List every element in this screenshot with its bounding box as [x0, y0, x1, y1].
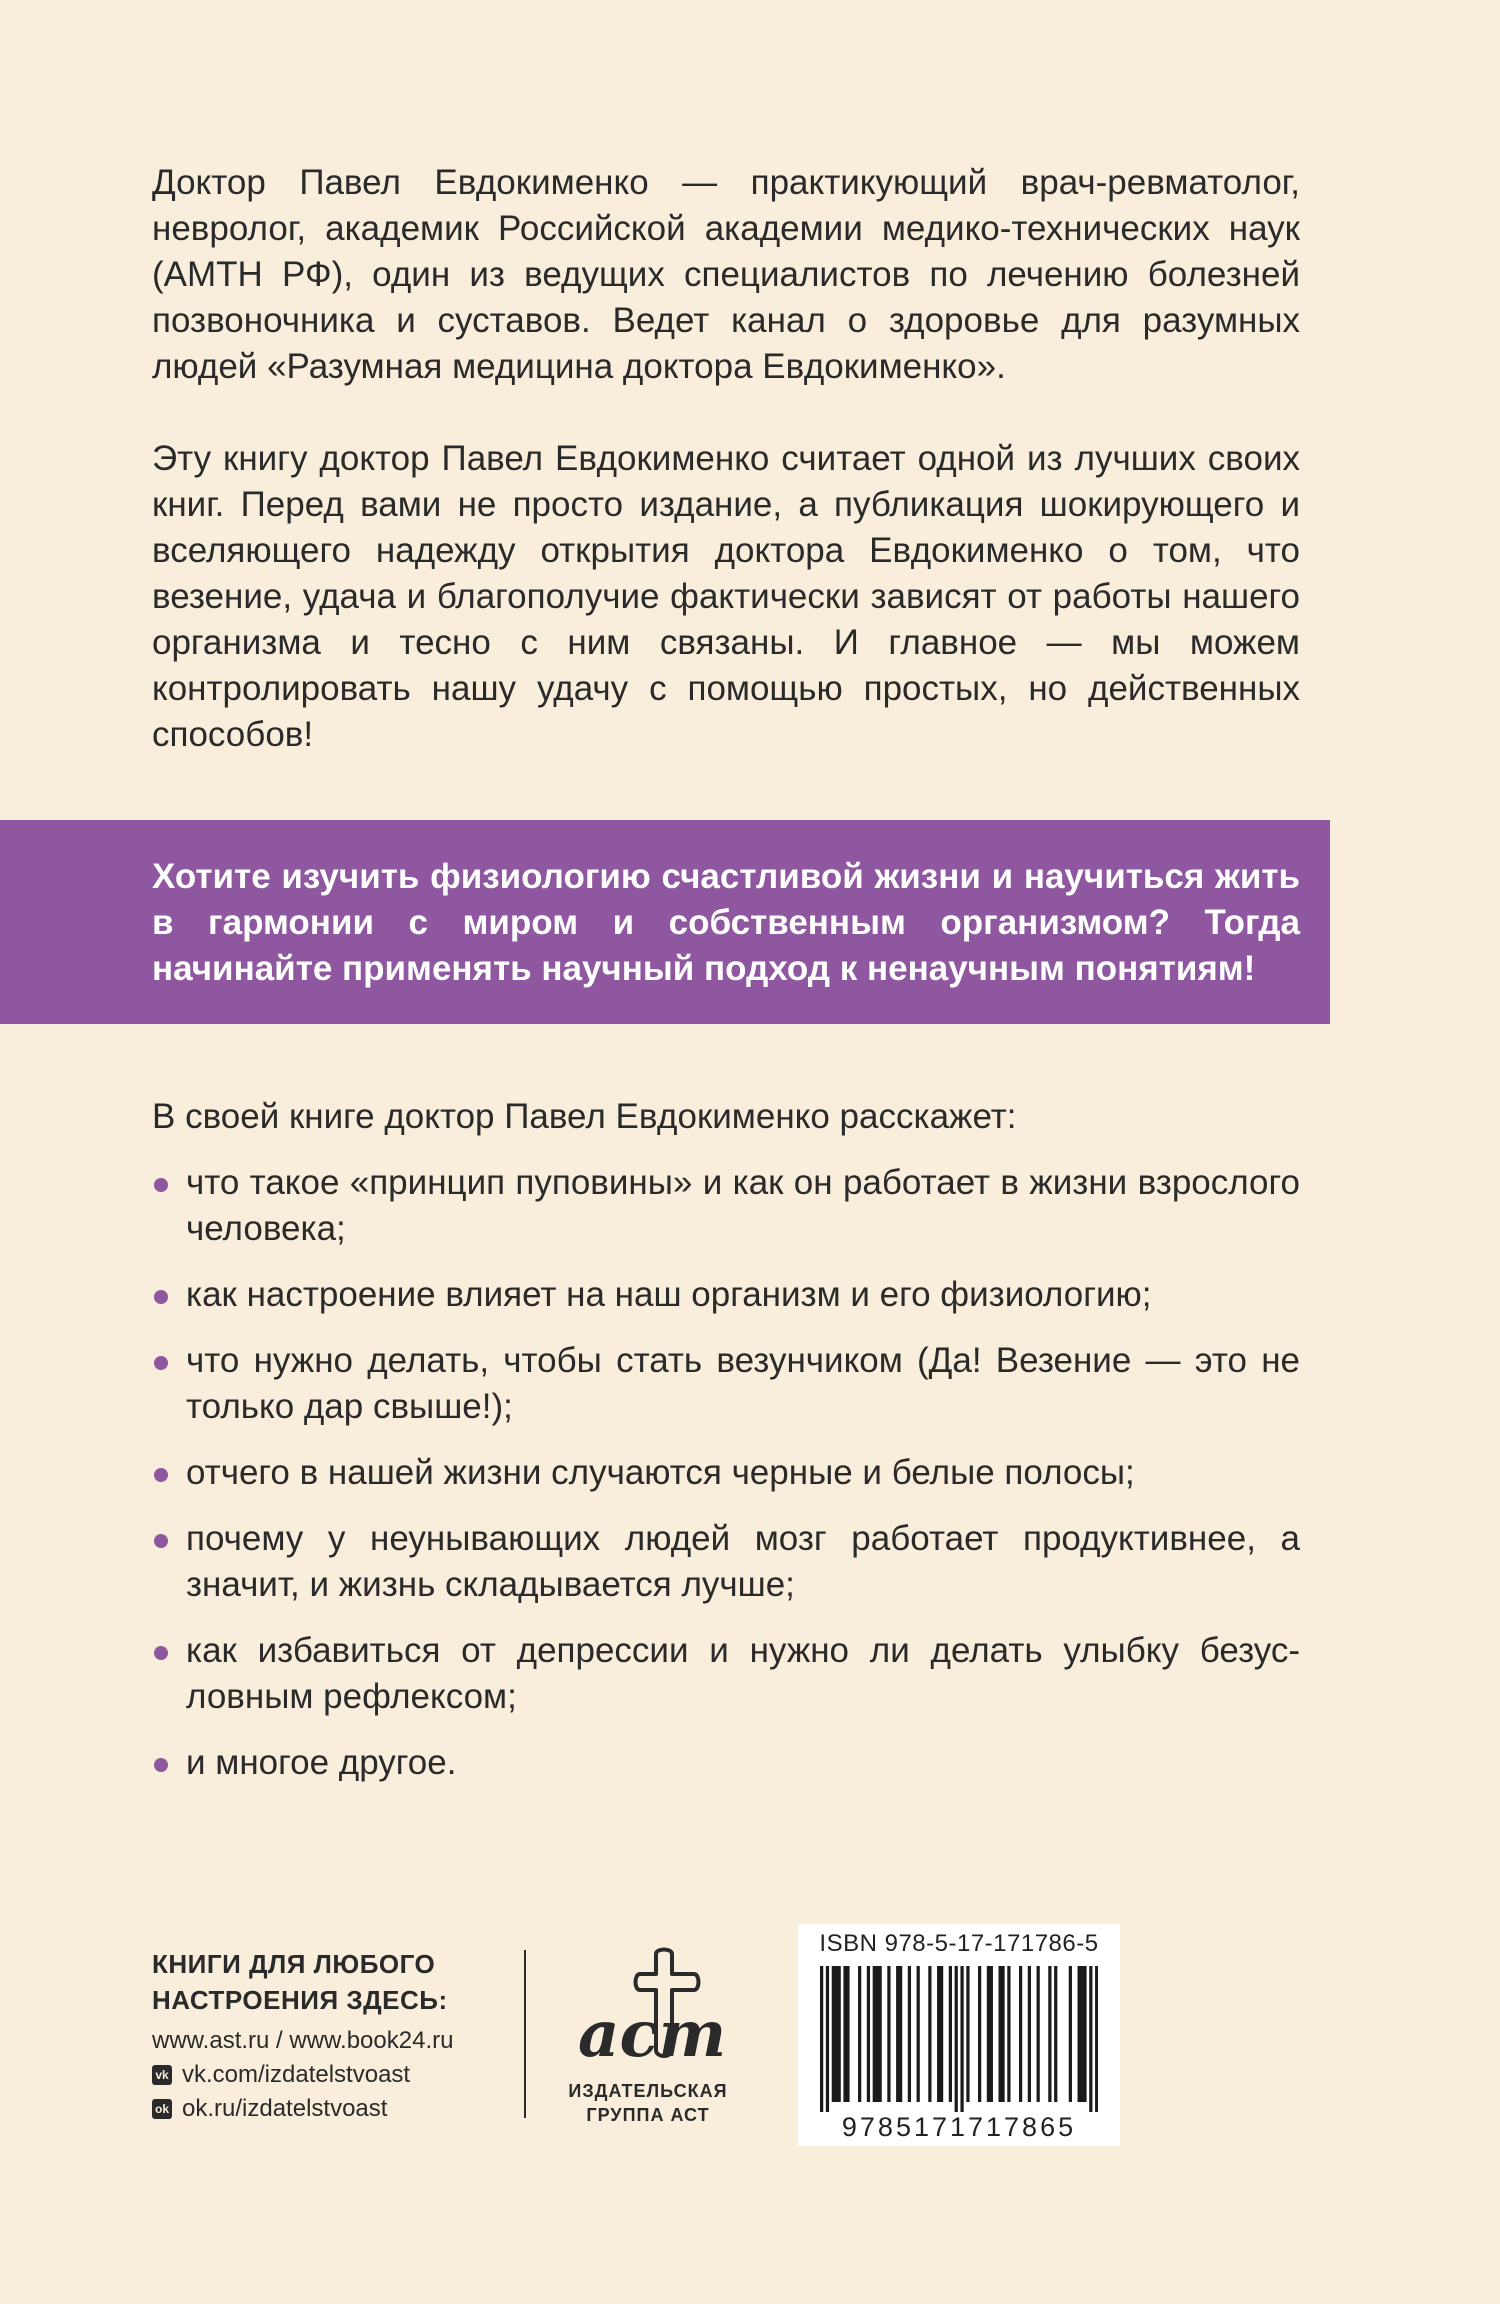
barcode-bar: [820, 1966, 823, 2112]
highlight-banner-text: Хотите изучить физиологию счастливой жизни и научиться жить в гармонии с миром и собственным организмом? Тогда начинайте применять научный подход к ненаучным понятиям!: [152, 857, 1300, 988]
ast-logo-icon: [548, 1946, 748, 2070]
barcode-bar: [949, 1966, 952, 2102]
publisher-caption: [548, 2079, 748, 2127]
barcode-bar: [832, 1966, 835, 2102]
barcode-bar: [1069, 1966, 1072, 2102]
barcode-bar: [1089, 1966, 1092, 2112]
barcode-bar: [826, 1966, 829, 2112]
odnoklassniki-icon: ok: [152, 2099, 172, 2119]
isbn-barcode: [798, 1924, 1120, 2146]
isbn-digits: 9785171717865: [841, 2112, 1077, 2142]
book-description-text: Эту книгу доктор Павел Евдокименко считает одной из лучших своих книг. Перед вами не просто издание, а публикация шокирующего и вселяющего надежду открытия доктора Евдокименко о том, что везение, удача и благополучие фактически зависят от работы нашего организма и тесно с ним связаны. И главное — мы можем контролировать нашу удачу с помощью простых, но действенных способов!: [152, 439, 1300, 754]
bullet-dot-icon: [154, 1290, 168, 1304]
barcode-bars: [820, 1966, 1098, 2112]
barcode-bar: [1078, 1966, 1081, 2102]
barcode-bar: [1007, 1966, 1010, 2102]
list-item-text: как избавиться от депрессии и нужно ли делать улыбку безусловным рефлексом;: [186, 1631, 1300, 1716]
barcode-bar: [1054, 1966, 1057, 2102]
barcode-bar: [960, 1966, 963, 2112]
promo-line-1: КНИГИ ДЛЯ ЛЮБОГО: [152, 1949, 436, 1979]
barcode-bar: [899, 1966, 902, 2102]
vk-link-text: vk.com/izdatelstvoast: [182, 2061, 411, 2088]
barcode-bar: [1037, 1966, 1040, 2102]
barcode-bar: [838, 1966, 841, 2102]
barcode-bar: [966, 1966, 969, 2102]
barcode-bar: [908, 1966, 911, 2102]
list-item: [152, 1160, 1300, 1252]
list-item-text: и многое другое.: [186, 1743, 457, 1782]
author-bio: [152, 160, 1300, 390]
barcode-bar: [1083, 1966, 1086, 2102]
topics-list: [152, 1160, 1300, 1806]
book-description: [152, 436, 1300, 758]
barcode-bar: [999, 1966, 1002, 2102]
barcode-bar: [896, 1966, 899, 2102]
bullet-dot-icon: [154, 1534, 168, 1548]
isbn-label: ISBN 978-5-17-171786-5: [819, 1930, 1099, 1957]
list-item: [152, 1272, 1300, 1318]
bullet-dot-icon: [154, 1646, 168, 1660]
bullet-dot-icon: [154, 1178, 168, 1192]
author-bio-text: Доктор Павел Евдокименко — практикующий врач-ревматолог, невролог, академик Российской академии медико-технических наук (АМТН РФ), один из ведущих специалистов по лечению болезней позвоночника и суставов. Ведет канал о здоровье для разумных людей «Разумная медицина доктора Евдокименко».: [152, 163, 1300, 386]
barcode-bar: [1019, 1966, 1022, 2102]
barcode-bar: [940, 1966, 943, 2102]
barcode-bar: [879, 1966, 882, 2102]
barcode-bar: [876, 1966, 879, 2102]
barcode-bar: [1028, 1966, 1031, 2102]
ok-link[interactable]: [152, 2092, 512, 2126]
barcode-bar: [867, 1966, 870, 2102]
barcode-bar: [1095, 1966, 1098, 2112]
barcode-bar: [1001, 1966, 1004, 2102]
barcode-bar: [1048, 1966, 1051, 2102]
bullet-dot-icon: [154, 1758, 168, 1772]
links-group: [152, 2024, 512, 2126]
promo-line-2: НАСТРОЕНИЯ ЗДЕСЬ:: [152, 1985, 448, 2015]
ok-link-text: ok.ru/izdatelstvoast: [182, 2095, 388, 2122]
list-item-text: что такое «принцип пуповины» и как он работает в жизни взрослого человека;: [186, 1163, 1300, 1248]
barcode-bar: [928, 1966, 931, 2102]
barcode-bar: [846, 1966, 849, 2102]
barcode-bar: [978, 1966, 981, 2102]
list-item-text: почему у неунывающих людей мозг работает продуктивнее, а значит, и жизнь складывается лучше;: [186, 1519, 1300, 1604]
barcode-bar: [1080, 1966, 1083, 2102]
barcode-bar: [955, 1966, 958, 2112]
barcode-bar: [873, 1966, 876, 2102]
promo-heading: [152, 1946, 512, 2018]
vk-link[interactable]: [152, 2058, 512, 2092]
vk-icon: vk: [152, 2065, 172, 2085]
barcode-bar: [990, 1966, 993, 2102]
list-item-text: отчего в нашей жизни случаются черные и белые полосы;: [186, 1453, 1135, 1492]
bullet-dot-icon: [154, 1356, 168, 1370]
list-item: [152, 1450, 1300, 1496]
websites-link[interactable]: www.ast.ru / www.book24.ru: [152, 2027, 454, 2054]
barcode-bar: [835, 1966, 838, 2102]
list-item: [152, 1338, 1300, 1430]
list-item: [152, 1628, 1300, 1720]
list-intro: [152, 1094, 1300, 1140]
barcode-bar: [987, 1966, 990, 2102]
footer-links: [152, 1946, 512, 2126]
publisher-logo: [548, 1946, 748, 2127]
list-intro-text: В своей книге доктор Павел Евдокименко расскажет:: [152, 1097, 1017, 1136]
bullet-dot-icon: [154, 1468, 168, 1482]
list-item-text: что нужно делать, чтобы стать везунчиком (Да! Везение — это не только дар свыше!);: [186, 1341, 1300, 1426]
barcode-bar: [858, 1966, 861, 2102]
barcode-bar: [917, 1966, 920, 2102]
list-item-text: как настроение влияет на наш организм и его физиологию;: [186, 1275, 1152, 1314]
publisher-caption-line-1: ИЗДАТЕЛЬСКАЯ: [568, 2081, 728, 2101]
barcode-bar: [937, 1966, 940, 2102]
list-item: [152, 1516, 1300, 1608]
list-item: [152, 1740, 1300, 1786]
barcode-bar: [843, 1966, 846, 2102]
barcode-bar: [887, 1966, 890, 2102]
ast-logo-text: аст: [578, 1997, 727, 2070]
publisher-caption-line-2: ГРУППА АСТ: [586, 2105, 710, 2125]
highlight-banner: [0, 820, 1330, 1024]
footer-divider: [524, 1950, 526, 2118]
